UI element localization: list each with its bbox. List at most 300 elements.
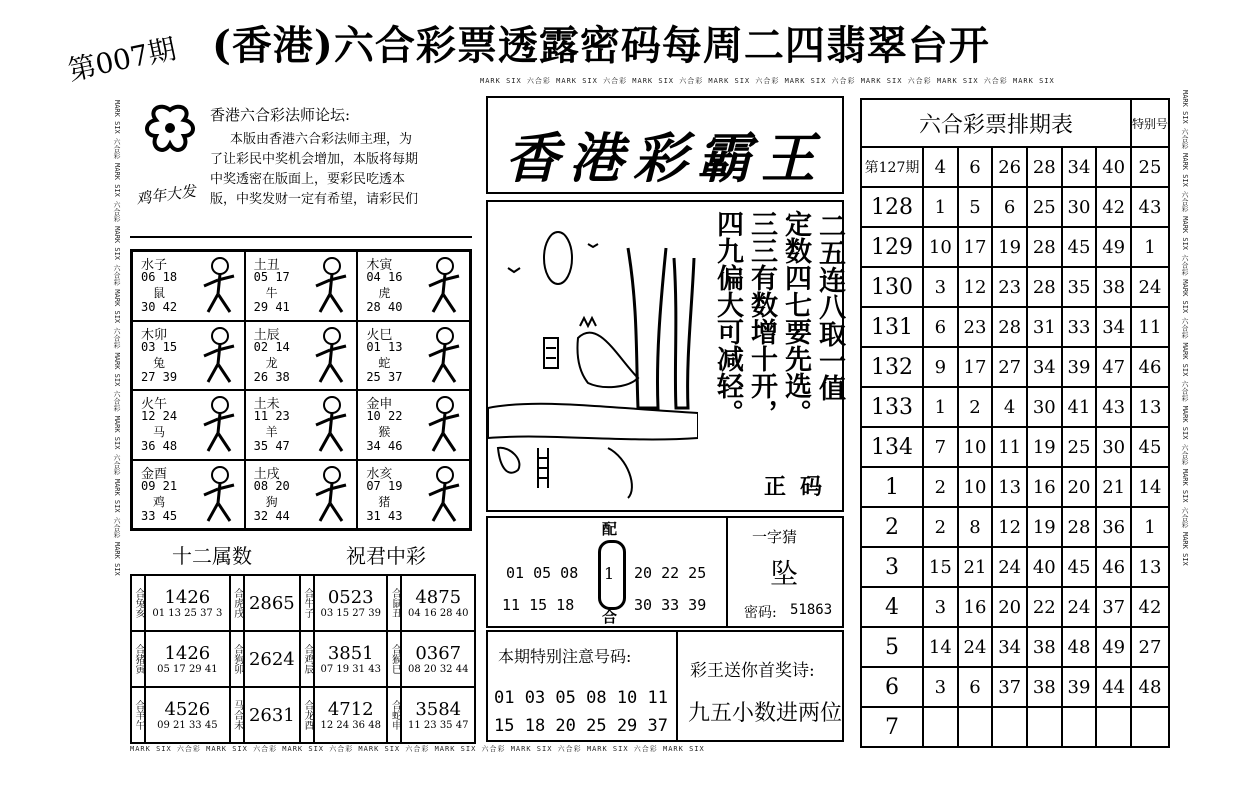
zodiac-element: 土戌	[253, 466, 280, 482]
zodiac-animal: 蛇	[378, 355, 391, 370]
schedule-number: 17	[958, 227, 993, 267]
forum-line-3: 中奖透密在版面上，要彩民吃透本	[210, 172, 406, 187]
zodiac-element: 土丑	[253, 258, 280, 273]
zodiac-cell	[357, 321, 470, 391]
schedule-number: 40	[1096, 147, 1131, 187]
schedule-number: 10	[958, 467, 993, 507]
schedule-number: 12	[958, 267, 993, 307]
twelve-left: 十二属数	[172, 544, 252, 568]
schedule-number: 21	[958, 547, 993, 587]
schedule-number: 2	[923, 467, 958, 507]
combo-label: 合龙酉	[300, 687, 314, 743]
schedule-period: 4	[861, 587, 923, 627]
zodiac-cell	[132, 251, 245, 321]
zodiac-animal: 鼠	[153, 286, 166, 300]
schedule-row	[861, 547, 1169, 587]
king-title-box	[486, 96, 844, 194]
combo-small: 04 16 28 40	[408, 608, 469, 619]
combo-value	[145, 687, 230, 743]
schedule-row	[861, 467, 1169, 507]
zodiac-numbers-b: 34 46	[366, 439, 403, 453]
schedule-special-number: 24	[1131, 267, 1169, 307]
schedule-row	[861, 667, 1169, 707]
combo-label: 合虎戌	[230, 575, 244, 631]
zodiac-numbers-b: 35 47	[253, 439, 290, 453]
schedule-number: 34	[1062, 147, 1097, 187]
combo-small: 05 17 29 41	[157, 664, 218, 675]
zodiac-element: 火午	[141, 397, 168, 412]
schedule-number: 26	[992, 147, 1027, 187]
schedule-row	[861, 507, 1169, 547]
schedule-number: 6	[923, 307, 958, 347]
combo-value	[401, 687, 475, 743]
schedule-number: 16	[958, 587, 993, 627]
schedule-number: 34	[1096, 307, 1131, 347]
schedule-special-number: 1	[1131, 507, 1169, 547]
zodiac-element: 火巳	[366, 327, 393, 343]
rooster-tree-illustration	[488, 208, 698, 508]
guess-box	[726, 516, 844, 628]
combo-big: 2631	[248, 704, 295, 726]
schedule-special-header: 特别号	[1131, 99, 1169, 147]
zodiac-animal: 兔	[153, 355, 166, 370]
schedule-number: 20	[992, 587, 1027, 627]
schedule-number: 19	[1027, 507, 1062, 547]
schedule-row	[861, 307, 1169, 347]
combo-small: 01 13 25 37 3	[152, 608, 223, 619]
zodiac-element: 水亥	[366, 466, 393, 482]
zodiac-cell	[132, 460, 245, 530]
pei-right-1: 20 22 25	[634, 564, 707, 582]
schedule-row	[861, 387, 1169, 427]
schedule-special-number: 1	[1131, 227, 1169, 267]
schedule-special-number: 25	[1131, 147, 1169, 187]
zodiac-cell	[357, 251, 470, 321]
zodiac-numbers-b: 36 48	[141, 439, 178, 453]
forum-line-2: 了让彩民中奖机会增加，本版将每期	[210, 152, 419, 167]
zodiac-numbers-b: 31 43	[366, 508, 403, 523]
zodiac-cell	[245, 460, 358, 530]
issue-number: 第007期	[65, 32, 179, 88]
schedule-period: 131	[861, 307, 923, 347]
schedule-number: 13	[992, 467, 1027, 507]
zodiac-cell	[245, 390, 358, 460]
zodiac-numbers-b: 26 38	[253, 369, 290, 384]
combo-value	[401, 575, 475, 631]
zodiac-animal: 羊	[265, 425, 278, 439]
combo-big: 3584	[415, 699, 462, 720]
schedule-row	[861, 147, 1169, 187]
zodiac-cell	[132, 390, 245, 460]
notice-title: 本期特别注意号码:	[498, 647, 632, 666]
zodiac-element: 土辰	[253, 327, 280, 343]
schedule-number: 34	[992, 627, 1027, 667]
schedule-number: 5	[958, 187, 993, 227]
schedule-special-number: 48	[1131, 667, 1169, 707]
schedule-number: 9	[923, 347, 958, 387]
schedule-number: 4	[992, 387, 1027, 427]
schedule-number: 23	[958, 307, 993, 347]
schedule-number: 2	[923, 507, 958, 547]
forum-box	[130, 96, 472, 246]
schedule-number: 6	[992, 187, 1027, 227]
schedule-number	[992, 707, 1027, 747]
guess-label: 一字猜	[752, 528, 798, 546]
zodiac-cell	[357, 390, 470, 460]
zodiac-numbers-a: 03 15	[141, 339, 178, 354]
schedule-special-number: 42	[1131, 587, 1169, 627]
schedule-period: 第127期	[861, 147, 923, 187]
zodiac-figure-icon	[198, 256, 240, 316]
zodiac-numbers-a: 05 17	[253, 270, 290, 284]
schedule-special-number: 13	[1131, 387, 1169, 427]
schedule-special-number: 14	[1131, 467, 1169, 507]
combo-row	[131, 575, 475, 631]
schedule-number: 25	[1027, 187, 1062, 227]
combo-big: 1426	[164, 587, 211, 608]
combo-value	[145, 631, 230, 687]
combo-big: 0367	[415, 643, 462, 664]
zodiac-figure-icon	[423, 326, 465, 386]
schedule-number	[1096, 707, 1131, 747]
combo-label: 合狗卯	[230, 631, 244, 687]
zodiac-cell	[132, 321, 245, 391]
schedule-number: 28	[1027, 267, 1062, 307]
schedule-number: 28	[1062, 507, 1097, 547]
zodiac-numbers-b: 27 39	[141, 369, 178, 384]
schedule-number: 14	[923, 627, 958, 667]
schedule-row	[861, 187, 1169, 227]
zodiac-numbers-a: 01 13	[366, 339, 403, 354]
combo-value	[244, 631, 300, 687]
combo-big: 4712	[327, 699, 374, 720]
schedule-number: 47	[1096, 347, 1131, 387]
pei-top: 配	[602, 520, 618, 538]
zodiac-figure-icon	[310, 465, 352, 525]
schedule-number: 42	[1096, 187, 1131, 227]
zodiac-figure-icon	[310, 395, 352, 455]
pei-center: 1	[604, 564, 615, 583]
picture-box	[486, 200, 844, 512]
top-strip: MARK SIX 六合彩 MARK SIX 六合彩 MARK SIX 六合彩 MARK SIX 六合彩 MARK SIX 六合彩 MARK SIX 六合彩 MARK SIX 六合彩 MARK SIX	[480, 77, 1055, 85]
combo-small: 07 19 31 43	[320, 664, 381, 675]
combo-small: 03 15 27 39	[320, 608, 381, 619]
zodiac-element: 金酉	[141, 466, 168, 482]
forum-line-1: 本版由香港六合彩法师主理，为	[230, 132, 413, 147]
zodiac-animal: 虎	[378, 286, 391, 300]
schedule-number: 4	[923, 147, 958, 187]
zodiac-figure-icon	[423, 256, 465, 316]
zodiac-element: 土未	[253, 397, 280, 412]
zodiac-figure-icon	[310, 326, 352, 386]
schedule-number: 21	[1096, 467, 1131, 507]
schedule-period: 129	[861, 227, 923, 267]
schedule-number: 10	[923, 227, 958, 267]
combo-label: 合羊午	[131, 687, 145, 743]
schedule-number: 8	[958, 507, 993, 547]
zodiac-numbers-a: 12 24	[141, 409, 178, 423]
zodiac-figure-icon	[310, 256, 352, 316]
schedule-number: 22	[1027, 587, 1062, 627]
schedule-number: 19	[992, 227, 1027, 267]
zodiac-figure-icon	[423, 395, 465, 455]
zodiac-element: 水子	[141, 258, 168, 273]
schedule-number: 3	[923, 667, 958, 707]
schedule-number: 28	[1027, 147, 1062, 187]
schedule-row	[861, 627, 1169, 667]
combo-label: 合猪寅	[131, 631, 145, 687]
schedule-period: 6	[861, 667, 923, 707]
schedule-number: 16	[1027, 467, 1062, 507]
schedule-number: 28	[1027, 227, 1062, 267]
pei-left-1: 01 05 08	[506, 564, 579, 582]
pei-right-2: 30 33 39	[634, 596, 707, 614]
combo-big: 4875	[415, 587, 462, 608]
zodiac-numbers-a: 02 14	[253, 339, 290, 354]
right-strip: MARK SIX 六合彩 MARK SIX 六合彩 MARK SIX 六合彩 MARK SIX 六合彩 MARK SIX 六合彩 MARK SIX 六合彩 MARK SIX 六合彩 MARK SIX	[1181, 90, 1189, 566]
twelve-right: 祝君中彩	[346, 544, 426, 568]
poem-tag: 正码	[764, 474, 837, 500]
combo-label: 合兔亥	[131, 575, 145, 631]
combo-value	[314, 687, 387, 743]
schedule-number: 39	[1062, 347, 1097, 387]
code-value: 51863	[790, 602, 833, 618]
king-title: 香港彩霸王	[505, 126, 825, 190]
poem-col-1: 二五连八取一值	[814, 212, 845, 401]
notice-line-1: 01 03 05 08 10 11	[494, 688, 668, 708]
schedule-number: 12	[992, 507, 1027, 547]
zodiac-grid	[130, 249, 472, 531]
combo-big: 2865	[248, 592, 295, 614]
combo-label: 合鸡辰	[300, 631, 314, 687]
gift-poem: 九五小数进两位	[688, 701, 843, 726]
zodiac-numbers-a: 07 19	[366, 478, 403, 493]
combo-value	[314, 631, 387, 687]
schedule-number	[923, 707, 958, 747]
schedule-number: 19	[1027, 427, 1062, 467]
poem-col-2: 定数四七要先选。	[780, 210, 811, 426]
schedule-title: 六合彩票排期表	[861, 99, 1131, 147]
zodiac-animal: 狗	[265, 494, 278, 509]
poem-col-3: 三三有数增十开，	[746, 210, 777, 426]
combo-small: 12 24 36 48	[320, 720, 381, 731]
schedule-period: 7	[861, 707, 923, 747]
schedule-number: 38	[1027, 627, 1062, 667]
schedule-period: 1	[861, 467, 923, 507]
forum-line-4: 版，中奖发财一定有希望，请彩民们	[210, 192, 419, 207]
bottom-strip: MARK SIX 六合彩 MARK SIX 六合彩 MARK SIX 六合彩 MARK SIX 六合彩 MARK SIX 六合彩 MARK SIX 六合彩 MARK SIX 六合彩 MARK SIX	[130, 745, 705, 753]
left-strip: MARK SIX 六合彩 MARK SIX 六合彩 MARK SIX 六合彩 MARK SIX 六合彩 MARK SIX 六合彩 MARK SIX 六合彩 MARK SIX 六合彩 MARK SIX	[113, 100, 121, 576]
zodiac-cell	[245, 321, 358, 391]
schedule-number: 30	[1027, 387, 1062, 427]
schedule-number: 6	[958, 667, 993, 707]
schedule-number: 44	[1096, 667, 1131, 707]
schedule-special-number: 13	[1131, 547, 1169, 587]
guess-char: 坠	[770, 557, 799, 590]
schedule-number: 2	[958, 387, 993, 427]
schedule-number: 37	[992, 667, 1027, 707]
schedule-number: 38	[1096, 267, 1131, 307]
zodiac-figure-icon	[423, 465, 465, 525]
combo-big: 1426	[164, 643, 211, 664]
zodiac-animal: 猴	[378, 425, 391, 439]
pei-bottom: 合	[602, 608, 618, 626]
notice-line-2: 15 18 20 25 29 37	[494, 716, 668, 736]
zodiac-figure-icon	[198, 395, 240, 455]
schedule-number: 45	[1062, 547, 1097, 587]
schedule-row	[861, 707, 1169, 747]
schedule-special-number: 27	[1131, 627, 1169, 667]
combo-value	[244, 575, 300, 631]
combo-value	[401, 631, 475, 687]
schedule-number: 45	[1062, 227, 1097, 267]
zodiac-numbers-a: 10 22	[366, 409, 403, 423]
combo-label: 合牛子	[300, 575, 314, 631]
schedule-number: 30	[1062, 187, 1097, 227]
combo-label: 合蛇申	[387, 687, 401, 743]
logo-caption: 鸡年大发	[135, 181, 198, 209]
schedule-number: 39	[1062, 667, 1097, 707]
schedule-number: 34	[1027, 347, 1062, 387]
schedule-period: 3	[861, 547, 923, 587]
forum-heading: 香港六合彩法师论坛:	[210, 106, 351, 124]
schedule-number: 1	[923, 187, 958, 227]
schedule-number: 36	[1096, 507, 1131, 547]
schedule-number: 46	[1096, 547, 1131, 587]
schedule-row	[861, 347, 1169, 387]
schedule-number: 25	[1062, 427, 1097, 467]
schedule-row	[861, 267, 1169, 307]
zodiac-animal: 猪	[378, 494, 391, 509]
zodiac-cell	[357, 460, 470, 530]
schedule-number: 3	[923, 267, 958, 307]
zodiac-numbers-b: 25 37	[366, 369, 403, 384]
schedule-period: 5	[861, 627, 923, 667]
schedule-number	[1027, 707, 1062, 747]
combo-label: 合鼠丑	[387, 575, 401, 631]
gift-title: 彩王送你首奖诗:	[690, 661, 815, 681]
schedule-number: 31	[1027, 307, 1062, 347]
schedule-period: 128	[861, 187, 923, 227]
schedule-number: 11	[992, 427, 1027, 467]
zodiac-numbers-a: 04 16	[366, 270, 403, 284]
combo-big: 4526	[164, 699, 211, 720]
schedule-number: 41	[1062, 387, 1097, 427]
zodiac-numbers-a: 06 18	[141, 270, 178, 284]
schedule-row	[861, 587, 1169, 627]
zodiac-numbers-b: 28 40	[366, 300, 403, 314]
zodiac-numbers-b: 33 45	[141, 508, 178, 523]
schedule-number: 49	[1096, 627, 1131, 667]
schedule-special-number: 46	[1131, 347, 1169, 387]
combo-label: 马合未	[230, 687, 244, 743]
schedule-row	[861, 227, 1169, 267]
combo-small: 09 21 33 45	[157, 720, 218, 731]
poem-col-4: 四九偏大可减轻。	[712, 210, 743, 426]
zodiac-element: 木寅	[366, 258, 393, 273]
zodiac-numbers-a: 11 23	[253, 409, 290, 423]
combo-table	[130, 574, 476, 744]
schedule-period: 130	[861, 267, 923, 307]
code-label: 密码:	[744, 605, 777, 621]
zodiac-cell	[245, 251, 358, 321]
schedule-period: 132	[861, 347, 923, 387]
schedule-number: 48	[1062, 627, 1097, 667]
zodiac-numbers-b: 29 41	[253, 300, 290, 314]
schedule-period: 134	[861, 427, 923, 467]
schedule-number: 28	[992, 307, 1027, 347]
schedule-number: 1	[923, 387, 958, 427]
pei-left-2: 11 15 18	[502, 596, 575, 614]
notice-box	[486, 630, 676, 742]
schedule-number: 38	[1027, 667, 1062, 707]
schedule-number: 49	[1096, 227, 1131, 267]
logo	[140, 102, 200, 162]
combo-small: 08 20 32 44	[408, 664, 469, 675]
combo-small: 11 23 35 47	[408, 720, 469, 731]
schedule-row	[861, 427, 1169, 467]
zodiac-figure-icon	[198, 465, 240, 525]
schedule-number: 40	[1027, 547, 1062, 587]
schedule-number: 27	[992, 347, 1027, 387]
page-title: (香港)六合彩票透露密码每周二四翡翠台开	[212, 22, 990, 69]
gift-box	[676, 630, 844, 742]
zodiac-element: 金申	[366, 397, 393, 412]
schedule-number: 33	[1062, 307, 1097, 347]
zodiac-element: 木卯	[141, 327, 168, 343]
combo-value	[244, 687, 300, 743]
combo-value	[314, 575, 387, 631]
schedule-number: 35	[1062, 267, 1097, 307]
schedule-number: 43	[1096, 387, 1131, 427]
zodiac-animal: 牛	[265, 286, 278, 300]
schedule-number	[1062, 707, 1097, 747]
flower-logo-icon	[140, 102, 200, 162]
combo-big: 0523	[327, 587, 374, 608]
schedule-number: 6	[958, 147, 993, 187]
schedule-number: 24	[1062, 587, 1097, 627]
schedule-period: 2	[861, 507, 923, 547]
schedule-number: 30	[1096, 427, 1131, 467]
zodiac-numbers-a: 08 20	[253, 478, 290, 493]
schedule-number: 3	[923, 587, 958, 627]
zodiac-figure-icon	[198, 326, 240, 386]
combo-row	[131, 631, 475, 687]
schedule-number: 7	[923, 427, 958, 467]
zodiac-animal: 龙	[265, 355, 278, 370]
schedule-number: 37	[1096, 587, 1131, 627]
schedule-number: 24	[958, 627, 993, 667]
combo-value	[145, 575, 230, 631]
schedule-table	[860, 98, 1170, 748]
pei-box	[486, 516, 726, 628]
combo-big: 3851	[327, 643, 374, 664]
zodiac-numbers-a: 09 21	[141, 478, 178, 493]
schedule-special-number: 43	[1131, 187, 1169, 227]
schedule-special-number	[1131, 707, 1169, 747]
schedule-special-number: 11	[1131, 307, 1169, 347]
schedule-special-number: 45	[1131, 427, 1169, 467]
zodiac-animal: 马	[153, 425, 166, 439]
zodiac-animal: 鸡	[153, 494, 166, 509]
schedule-number: 23	[992, 267, 1027, 307]
schedule-number	[958, 707, 993, 747]
combo-label: 合猴巳	[387, 631, 401, 687]
schedule-period: 133	[861, 387, 923, 427]
schedule-number: 15	[923, 547, 958, 587]
schedule-number: 10	[958, 427, 993, 467]
schedule-number: 24	[992, 547, 1027, 587]
